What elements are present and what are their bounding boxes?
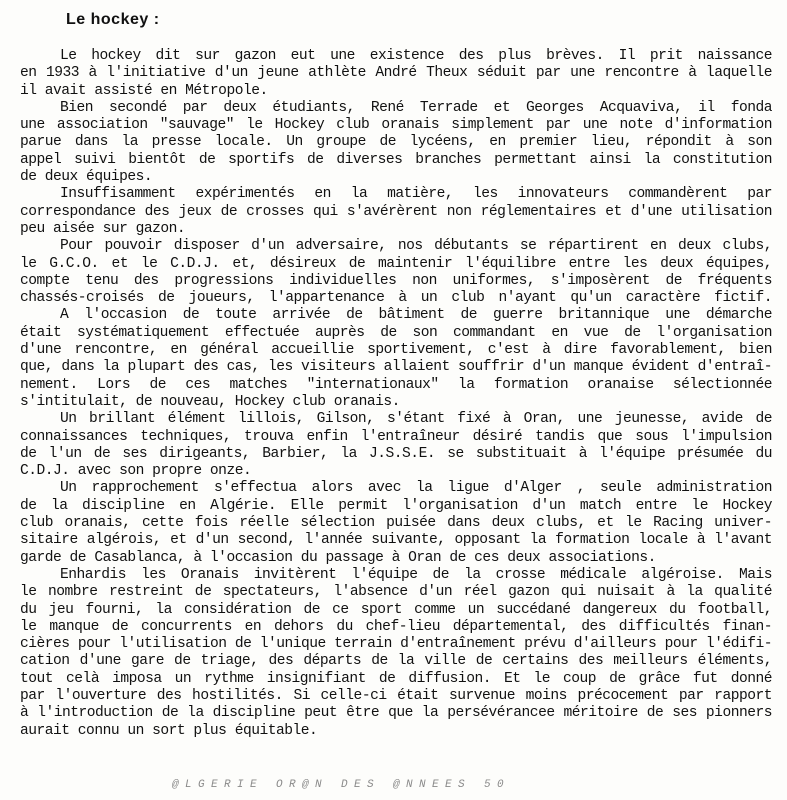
- text-line: Le hockey dit sur gazon eut une existence des plus brèves. Il prit naissance: [60, 48, 772, 64]
- text-line: peu aisée sur gazon.: [20, 220, 186, 237]
- text-line: aurait connu un sort plus équitable.: [20, 722, 318, 739]
- text-line: garde de Casablanca, à l'occasion du passage à Oran de ces deux associations.: [20, 549, 656, 566]
- text-line: Bien secondé par deux étudiants, René Terrade et Georges Acquaviva, il fonda: [60, 99, 772, 116]
- text-line: correspondance des jeux de crosses qui s'avérèrent non réglementaires et d'une utilisation: [20, 203, 772, 220]
- watermark: @LGERIE OR@N DES @NNEES 50: [172, 779, 511, 791]
- text-line: club oranais, cette fois réelle sélection puisée dans deux clubs, et le Racing univer-: [20, 515, 772, 532]
- text-line: par l'ouverture des hostilités. Si celle-ci était survenue moins précocement par rapport: [20, 687, 772, 704]
- text-line: Pour pouvoir disposer d'un adversaire, nos débutants se répartirent en deux clubs,: [60, 238, 772, 255]
- text-line: le manque de concurrents en dehors du chef-lieu départemental, des difficultés finan-: [20, 618, 772, 635]
- text-line: d'une rencontre, en général accueillie sportivement, c'est à dire favorablement, bien: [20, 342, 772, 359]
- text-line: s'intitulait, de nouveau, Hockey club oranais.: [20, 393, 400, 410]
- article-body: [20, 48, 772, 740]
- text-line: Un rapprochement s'effectua alors avec la ligue d'Alger , seule administration: [60, 480, 772, 497]
- text-line: une association "sauvage" le Hockey club oranais simplement par une note d'information: [20, 117, 772, 134]
- text-line: sitaire algérois, et d'un second, l'année suivante, opposant la formation locale à l'avant: [20, 532, 772, 549]
- text-line: à l'introduction de la discipline peut être que la persévérancee méritoire de ses pionners: [20, 705, 772, 722]
- text-line: Insuffisamment expérimentés en la matière, les innovateurs commandèrent par: [60, 186, 772, 203]
- text-line: le G.C.O. et le C.D.J. et, désireux de maintenir l'équilibre entre les deux équipes,: [20, 255, 772, 272]
- text-line: de l'un de ses dirigeants, Barbier, la J.S.S.E. se substituait à l'équipe présumée du: [20, 445, 772, 462]
- text-line: parue dans la presse locale. Un groupe de lycéens, en premier lieu, répondit à son: [20, 134, 772, 151]
- text-line: cation d'une gare de triage, des départs de la ville de certains des meilleurs éléments,: [20, 653, 772, 670]
- text-line: de la discipline en Algérie. Elle permit l'organisation d'un match entre le Hockey: [20, 497, 772, 514]
- text-line: connaissances techniques, trouva enfin l'entraîneur désiré tandis que sous l'impulsion: [20, 428, 772, 445]
- text-line: cières pour l'utilisation de l'unique terrain d'entraînement prévu d'ailleurs pour l'édifi-: [20, 636, 772, 653]
- text-line: chassés-croisés de joueurs, l'appartenance à un club n'ayant qu'un caractère fictif.: [20, 290, 772, 307]
- text-line: de deux équipes.: [20, 169, 153, 186]
- text-line: appel suivi bientôt de sportifs de diverses branches permettant ainsi la constitution: [20, 151, 772, 168]
- text-line: Un brillant élément lillois, Gilson, s'étant fixé à Oran, une jeunesse, avide de: [60, 411, 772, 428]
- text-line: le nombre restreint de spectateurs, l'absence d'un réel gazon qui nuisait à la qualité: [20, 584, 772, 601]
- text-line: nement. Lors de ces matches "internationaux" la formation oranaise sélectionnée: [20, 376, 772, 393]
- text-line: A l'occasion de toute arrivée de bâtiment de guerre britannique une démarche: [60, 307, 772, 324]
- text-line: tout celà imposa un rythme insignifiant de diffusion. Et le coup de grâce fut donné: [20, 670, 772, 687]
- text-line: du jeu fourni, la considération de ce sport comme un succédané dangereux du football,: [20, 601, 772, 618]
- page-title: Le hockey :: [66, 11, 160, 28]
- text-line: il avait assisté en Métropole.: [20, 82, 268, 99]
- text-line: était systématiquement effectuée auprès de son commandant en vue de l'organisation: [20, 324, 772, 341]
- text-line: C.D.J. avec son propre onze.: [20, 463, 252, 480]
- text-line: que, dans la plupart des cas, les visiteurs allaient souffrir d'un manque évident d'entraî-: [20, 359, 772, 376]
- text-line: compte tenu des progressions individuelles non uniformes, s'imposèrent de fréquents: [20, 272, 772, 289]
- text-line: en 1933 à l'initiative d'un jeune athlète André Theux séduit par une rencontre à laquelle: [20, 65, 772, 82]
- text-line: Enhardis les Oranais invitèrent l'équipe de la crosse médicale algéroise. Mais: [60, 566, 772, 583]
